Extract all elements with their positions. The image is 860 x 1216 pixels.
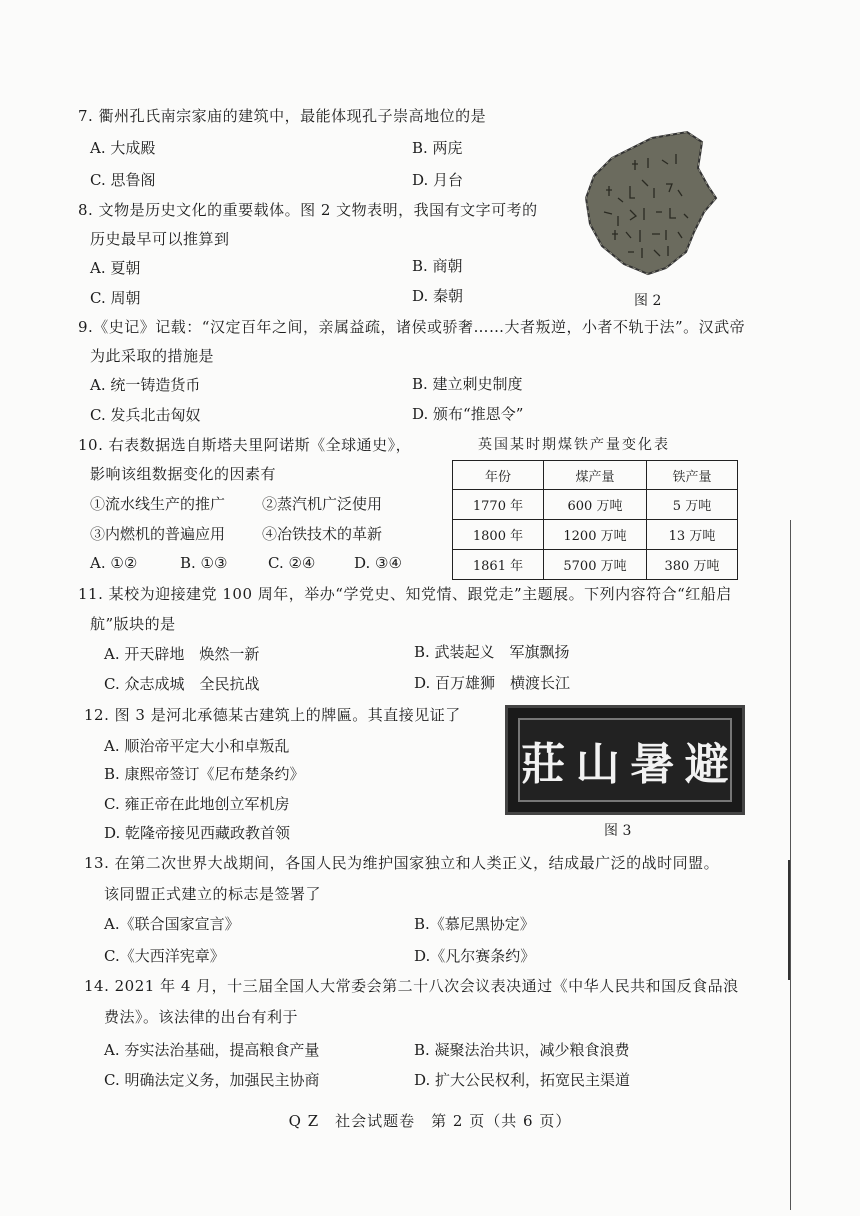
q14-option-a: A. 夯实法治基础，提高粮食产量	[104, 1041, 320, 1059]
table-cell: 5 万吨	[647, 490, 738, 520]
table-header-row	[453, 461, 738, 490]
q9-option-b: B. 建立刺史制度	[412, 375, 523, 393]
table-header-year: 年份	[453, 461, 544, 490]
q11-option-b: B. 武装起义 军旗飘扬	[414, 643, 570, 661]
q8-option-a: A. 夏朝	[90, 259, 141, 277]
q7-option-a: A. 大成殿	[90, 139, 156, 157]
table-cell: 600 万吨	[544, 490, 647, 520]
q9-option-d: D. 颁布“推恩令”	[412, 405, 524, 423]
figure-3-plaque	[505, 705, 745, 815]
q8-option-d: D. 秦朝	[412, 287, 464, 305]
table-cell: 380 万吨	[647, 550, 738, 580]
table-cell: 13 万吨	[647, 520, 738, 550]
figure-2-oracle-bone	[582, 128, 722, 286]
plaque-char: 山	[575, 739, 620, 790]
q9-option-c: C. 发兵北击匈奴	[90, 406, 201, 424]
q14-option-d: D. 扩大公民权利，拓宽民主渠道	[414, 1071, 631, 1089]
q13-stem-line1: 13. 在第二次世界大战期间，各国人民为维护国家独立和人类正义，结成最广泛的战时同盟。	[84, 854, 720, 872]
q14-option-c: C. 明确法定义务，加强民主协商	[104, 1071, 320, 1089]
q8-option-b: B. 商朝	[412, 257, 463, 275]
q7-option-b: B. 两庑	[412, 139, 463, 157]
q8-option-c: C. 周朝	[90, 289, 141, 307]
q10-factor-1: ①流水线生产的推广	[90, 495, 226, 513]
q11-stem-line1: 11. 某校为迎接建党 100 周年，举办“学党史、知党情、跟党走”主题展。下列内容符合“红船启	[78, 585, 732, 603]
q13-option-a: A.《联合国家宣言》	[104, 915, 240, 933]
q10-stem-line1: 10. 右表数据选自斯塔夫里阿诺斯《全球通史》，	[78, 436, 412, 454]
q11-option-d: D. 百万雄狮 横渡长江	[414, 674, 571, 692]
q10-option-b: B. ①③	[180, 554, 228, 572]
plaque-char: 莊	[521, 739, 566, 790]
q12-option-c: C. 雍正帝在此地创立军机房	[104, 795, 290, 813]
figure-2-caption: 图 2	[634, 293, 662, 309]
scan-edge-line	[790, 520, 791, 1210]
q13-stem-line2: 该同盟正式建立的标志是签署了	[104, 885, 322, 903]
plaque-char: 暑	[630, 739, 675, 790]
table-title: 英国某时期煤铁产量变化表	[478, 437, 670, 453]
q9-option-a: A. 统一铸造货币	[90, 376, 201, 394]
q7-stem: 7. 衢州孔氏南宗家庙的建筑中，最能体现孔子崇高地位的是	[78, 107, 487, 125]
q14-stem-line1: 14. 2021 年 4 月，十三届全国人大常委会第二十八次会议表决通过《中华人民共和国反食品浪	[84, 977, 739, 995]
table-cell: 1200 万吨	[544, 520, 647, 550]
q10-factor-3: ③内燃机的普遍应用	[90, 525, 226, 543]
q11-option-c: C. 众志成城 全民抗战	[104, 675, 260, 693]
q10-factor-2: ②蒸汽机广泛使用	[262, 495, 383, 513]
table-cell: 1861 年	[453, 550, 544, 580]
q14-stem-line2: 费法》。该法律的出台有利于	[104, 1008, 299, 1026]
table-header-iron: 铁产量	[647, 461, 738, 490]
table-row	[453, 490, 738, 520]
q8-stem-line2: 历史最早可以推算到	[90, 230, 230, 248]
q8-stem-line1: 8. 文物是历史文化的重要载体。图 2 文物表明，我国有文字可考的	[78, 201, 538, 219]
q13-option-c: C.《大西洋宪章》	[104, 947, 225, 965]
q7-option-c: C. 思鲁阁	[90, 171, 156, 189]
q12-option-d: D. 乾隆帝接见西藏政教首领	[104, 824, 291, 842]
q12-option-a: A. 顺治帝平定大小和卓叛乱	[104, 737, 290, 755]
q13-option-d: D.《凡尔赛条约》	[414, 947, 536, 965]
q14-option-b: B. 凝聚法治共识，减少粮食浪费	[414, 1041, 630, 1059]
q11-stem-line2: 航”版块的是	[90, 615, 176, 633]
coal-iron-table	[452, 460, 738, 580]
table-cell: 5700 万吨	[544, 550, 647, 580]
q9-stem-line2: 为此采取的措施是	[90, 347, 215, 365]
q12-option-b: B. 康熙帝签订《尼布楚条约》	[104, 765, 305, 783]
q9-stem-line1: 9.《史记》记载：“汉定百年之间，亲属益疏，诸侯或骄奢……大者叛逆，小者不轨于法”。汉武帝	[78, 318, 746, 336]
table-cell: 1770 年	[453, 490, 544, 520]
table-cell: 1800 年	[453, 520, 544, 550]
q10-option-a: A. ①②	[90, 554, 138, 572]
q10-option-d: D. ③④	[354, 554, 402, 572]
page-footer: Q Z 社会试题卷 第 2 页（共 6 页）	[288, 1112, 572, 1130]
plaque-char: 避	[684, 739, 729, 790]
scan-edge-line	[788, 860, 790, 980]
q12-stem: 12. 图 3 是河北承德某古建筑上的牌匾。其直接见证了	[84, 706, 461, 724]
table-header-coal: 煤产量	[544, 461, 647, 490]
q10-stem-line2: 影响该组数据变化的因素有	[90, 465, 277, 483]
q13-option-b: B.《慕尼黑协定》	[414, 915, 535, 933]
figure-3-caption: 图 3	[604, 823, 632, 839]
table-row	[453, 520, 738, 550]
q10-factor-4: ④冶铁技术的革新	[262, 525, 383, 543]
q10-option-c: C. ②④	[268, 554, 316, 572]
q7-option-d: D. 月台	[412, 171, 464, 189]
q11-option-a: A. 开天辟地 焕然一新	[104, 645, 260, 663]
table-row	[453, 550, 738, 580]
